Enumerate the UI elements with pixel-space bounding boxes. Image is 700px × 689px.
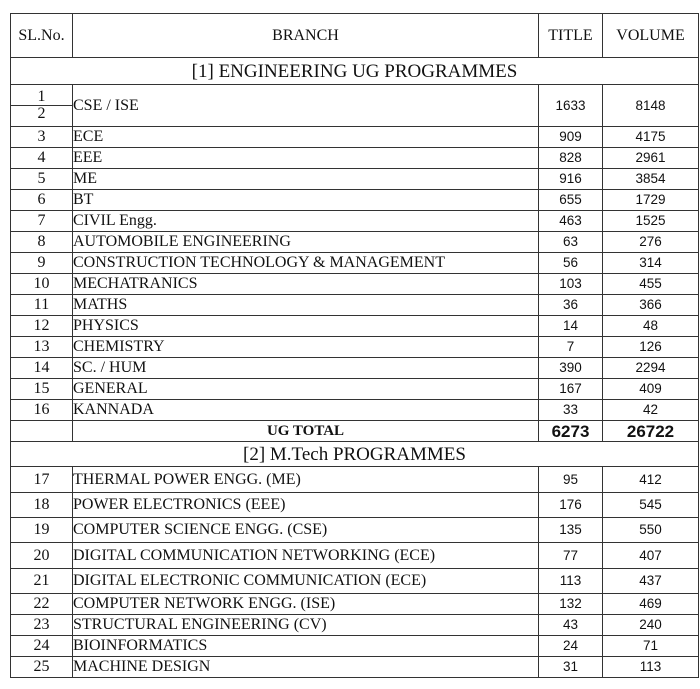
title-cell: 916 xyxy=(539,169,603,190)
table-row xyxy=(11,316,699,337)
volume-cell: 48 xyxy=(603,316,699,337)
table-row xyxy=(11,274,699,295)
table-row xyxy=(11,253,699,274)
title-cell: 33 xyxy=(539,400,603,421)
volume-cell: 366 xyxy=(603,295,699,316)
branch-cell: BT xyxy=(73,190,539,211)
branch-cell: MACHINE DESIGN xyxy=(73,657,539,678)
sl-cell: 23 xyxy=(11,615,73,636)
branch-cell: CSE / ISE xyxy=(73,85,539,127)
header-branch: BRANCH xyxy=(73,14,539,58)
table-row xyxy=(11,636,699,657)
volume-cell: 113 xyxy=(603,657,699,678)
section-heading-row xyxy=(11,442,699,467)
branch-cell: CONSTRUCTION TECHNOLOGY & MANAGEMENT xyxy=(73,253,539,274)
volume-cell: 550 xyxy=(603,518,699,543)
sl-cell: 25 xyxy=(11,657,73,678)
volume-cell: 126 xyxy=(603,337,699,358)
branch-cell: DIGITAL COMMUNICATION NETWORKING (ECE) xyxy=(73,543,539,569)
branch-cell: POWER ELECTRONICS (EEE) xyxy=(73,493,539,518)
sl-cell: 6 xyxy=(11,190,73,211)
volume-cell: 8148 xyxy=(603,85,699,127)
table-row xyxy=(11,400,699,421)
title-cell: 390 xyxy=(539,358,603,379)
sl-cell: 8 xyxy=(11,232,73,253)
volume-cell: 469 xyxy=(603,594,699,615)
volume-cell: 407 xyxy=(603,543,699,569)
sl-cell xyxy=(11,85,73,127)
branch-cell: ME xyxy=(73,169,539,190)
sl-cell: 3 xyxy=(11,127,73,148)
sl-cell: 5 xyxy=(11,169,73,190)
title-cell: 909 xyxy=(539,127,603,148)
volume-cell: 314 xyxy=(603,253,699,274)
sl-cell: 21 xyxy=(11,569,73,594)
table-row xyxy=(11,127,699,148)
title-cell: 103 xyxy=(539,274,603,295)
ug-total-row xyxy=(11,421,699,442)
branch-cell: BIOINFORMATICS xyxy=(73,636,539,657)
branch-cell: KANNADA xyxy=(73,400,539,421)
sl-cell: 11 xyxy=(11,295,73,316)
title-cell: 31 xyxy=(539,657,603,678)
title-cell: 463 xyxy=(539,211,603,232)
sl-cell: 7 xyxy=(11,211,73,232)
title-cell: 135 xyxy=(539,518,603,543)
branch-cell: CHEMISTRY xyxy=(73,337,539,358)
table-row xyxy=(11,543,699,569)
branch-cell: COMPUTER SCIENCE ENGG. (CSE) xyxy=(73,518,539,543)
title-cell: 24 xyxy=(539,636,603,657)
volume-cell: 2294 xyxy=(603,358,699,379)
branch-cell: CIVIL Engg. xyxy=(73,211,539,232)
branch-cell: AUTOMOBILE ENGINEERING xyxy=(73,232,539,253)
branch-cell: DIGITAL ELECTRONIC COMMUNICATION (ECE) xyxy=(73,569,539,594)
volume-cell: 437 xyxy=(603,569,699,594)
volume-cell: 42 xyxy=(603,400,699,421)
section-heading-ug: [1] ENGINEERING UG PROGRAMMES xyxy=(11,58,699,85)
title-cell: 14 xyxy=(539,316,603,337)
volume-cell: 4175 xyxy=(603,127,699,148)
table-row xyxy=(11,594,699,615)
volume-cell: 455 xyxy=(603,274,699,295)
total-label: UG TOTAL xyxy=(73,421,539,442)
sl-number: 1 xyxy=(37,88,46,105)
table-row xyxy=(11,379,699,400)
branch-cell: COMPUTER NETWORK ENGG. (ISE) xyxy=(73,594,539,615)
table-row xyxy=(11,148,699,169)
volume-cell: 545 xyxy=(603,493,699,518)
title-cell: 56 xyxy=(539,253,603,274)
table-row xyxy=(11,358,699,379)
mtech-rows xyxy=(11,467,699,678)
sl-cell: 12 xyxy=(11,316,73,337)
header-slno: SL.No. xyxy=(11,14,73,58)
header-title: TITLE xyxy=(539,14,603,58)
title-cell: 113 xyxy=(539,569,603,594)
sl-cell: 19 xyxy=(11,518,73,543)
title-cell: 132 xyxy=(539,594,603,615)
sl-cell: 24 xyxy=(11,636,73,657)
table-row xyxy=(11,337,699,358)
volume-cell: 3854 xyxy=(603,169,699,190)
table-row xyxy=(11,85,699,127)
volume-cell: 71 xyxy=(603,636,699,657)
sl-number: 2 xyxy=(11,105,72,122)
sl-cell: 14 xyxy=(11,358,73,379)
volume-cell: 2961 xyxy=(603,148,699,169)
branch-cell: MECHATRANICS xyxy=(73,274,539,295)
sl-cell: 22 xyxy=(11,594,73,615)
title-cell: 95 xyxy=(539,467,603,493)
header-row xyxy=(11,14,699,58)
branch-cell: THERMAL POWER ENGG. (ME) xyxy=(73,467,539,493)
branch-cell: PHYSICS xyxy=(73,316,539,337)
branch-cell: GENERAL xyxy=(73,379,539,400)
table-row xyxy=(11,657,699,678)
table-row xyxy=(11,211,699,232)
section-heading-mtech: [2] M.Tech PROGRAMMES xyxy=(11,442,699,467)
header-volume: VOLUME xyxy=(603,14,699,58)
sl-cell: 20 xyxy=(11,543,73,569)
table-row xyxy=(11,615,699,636)
title-cell: 828 xyxy=(539,148,603,169)
table-row xyxy=(11,518,699,543)
branch-cell: STRUCTURAL ENGINEERING (CV) xyxy=(73,615,539,636)
sl-cell: 10 xyxy=(11,274,73,295)
title-cell: 655 xyxy=(539,190,603,211)
total-sl-cell xyxy=(11,421,73,442)
sl-cell: 4 xyxy=(11,148,73,169)
section-heading-row xyxy=(11,58,699,85)
branch-cell: ECE xyxy=(73,127,539,148)
title-cell: 63 xyxy=(539,232,603,253)
branch-cell: EEE xyxy=(73,148,539,169)
volume-cell: 240 xyxy=(603,615,699,636)
ug-rows xyxy=(11,127,699,421)
sl-cell: 15 xyxy=(11,379,73,400)
table-row xyxy=(11,467,699,493)
table-row xyxy=(11,232,699,253)
total-title: 6273 xyxy=(539,421,603,442)
title-cell: 176 xyxy=(539,493,603,518)
sl-cell: 17 xyxy=(11,467,73,493)
volume-cell: 412 xyxy=(603,467,699,493)
title-cell: 1633 xyxy=(539,85,603,127)
total-volume: 26722 xyxy=(603,421,699,442)
title-cell: 36 xyxy=(539,295,603,316)
volume-cell: 1729 xyxy=(603,190,699,211)
sl-cell: 9 xyxy=(11,253,73,274)
table-row xyxy=(11,190,699,211)
volume-cell: 1525 xyxy=(603,211,699,232)
volume-cell: 409 xyxy=(603,379,699,400)
title-cell: 43 xyxy=(539,615,603,636)
table-row xyxy=(11,569,699,594)
table-row xyxy=(11,493,699,518)
title-cell: 7 xyxy=(539,337,603,358)
table-row xyxy=(11,169,699,190)
sl-cell: 16 xyxy=(11,400,73,421)
table-row xyxy=(11,295,699,316)
branch-cell: MATHS xyxy=(73,295,539,316)
title-cell: 77 xyxy=(539,543,603,569)
sl-cell: 18 xyxy=(11,493,73,518)
library-stock-table xyxy=(10,13,699,678)
branch-cell: SC. / HUM xyxy=(73,358,539,379)
title-cell: 167 xyxy=(539,379,603,400)
sl-cell: 13 xyxy=(11,337,73,358)
volume-cell: 276 xyxy=(603,232,699,253)
